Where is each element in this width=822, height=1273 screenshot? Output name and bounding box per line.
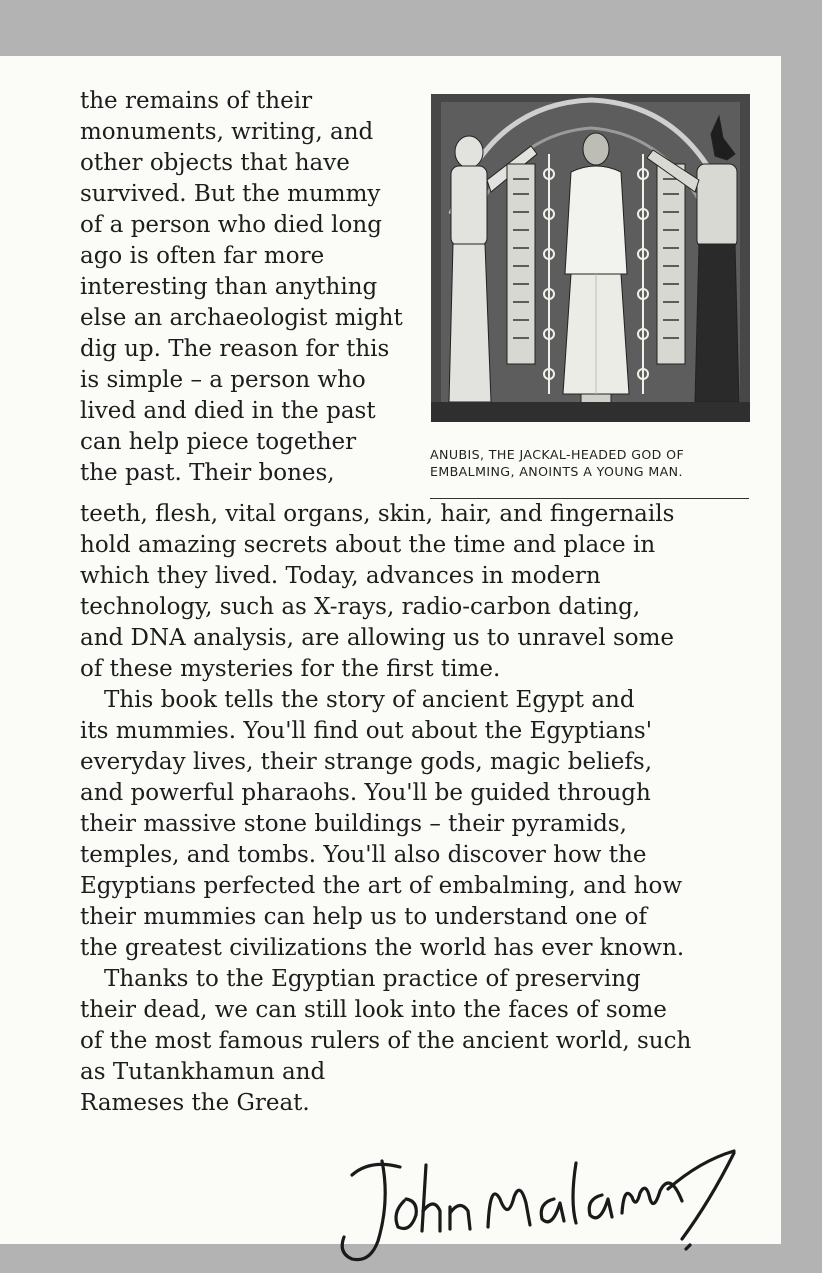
caption-line-2: EMBALMING, ANOINTS A YOUNG MAN. <box>430 464 683 479</box>
author-signature <box>330 1141 750 1271</box>
body-line: Egyptians perfected the art of embalming, and how <box>80 873 683 899</box>
body-line: dig up. The reason for this <box>80 336 390 362</box>
egyptian-mural-image <box>431 94 750 422</box>
anubis-illustration <box>431 94 750 422</box>
body-line: their mummies can help us to understand one of <box>80 904 648 930</box>
body-line: teeth, flesh, vital organs, skin, hair, and fingernails <box>80 501 675 527</box>
body-line: of these mysteries for the first time. <box>80 656 501 682</box>
body-line: Thanks to the Egyptian practice of preserving <box>104 966 641 992</box>
body-line: survived. But the mummy <box>80 181 381 207</box>
body-line: lived and died in the past <box>80 398 376 424</box>
body-line: the remains of their <box>80 88 313 114</box>
body-line: else an archaeologist might <box>80 305 403 331</box>
figure-caption <box>430 446 760 480</box>
body-line: Rameses the Great. <box>80 1090 310 1116</box>
body-line: ago is often far more <box>80 243 325 269</box>
body-line: temples, and tombs. You'll also discover how the <box>80 842 647 868</box>
body-line: and DNA analysis, are allowing us to unravel some <box>80 625 675 651</box>
body-line: interesting than anything <box>80 274 378 300</box>
body-line: This book tells the story of ancient Egypt and <box>104 687 635 713</box>
body-line: of the most famous rulers of the ancient world, such <box>80 1028 692 1054</box>
book-page <box>0 56 781 1244</box>
body-line: hold amazing secrets about the time and place in <box>80 532 656 558</box>
body-line: and powerful pharaohs. You'll be guided through <box>80 780 651 806</box>
body-line: the greatest civilizations the world has ever known. <box>80 935 685 961</box>
body-line: monuments, writing, and <box>80 119 374 145</box>
body-line: their dead, we can still look into the faces of some <box>80 997 667 1023</box>
body-line: can help piece together <box>80 429 357 455</box>
body-line: technology, such as X-rays, radio-carbon dating, <box>80 594 641 620</box>
body-line: which they lived. Today, advances in modern <box>80 563 601 589</box>
body-line: as Tutankhamun and <box>80 1059 326 1085</box>
body-line: its mummies. You'll find out about the Egyptians' <box>80 718 653 744</box>
body-line: their massive stone buildings – their pyramids, <box>80 811 627 837</box>
body-line: is simple – a person who <box>80 367 366 393</box>
body-line: of a person who died long <box>80 212 382 238</box>
body-line: other objects that have <box>80 150 350 176</box>
caption-line-1: ANUBIS, THE JACKAL-HEADED GOD OF <box>430 447 685 462</box>
body-line: everyday lives, their strange gods, magic beliefs, <box>80 749 653 775</box>
body-line: the past. Their bones, <box>80 460 335 486</box>
